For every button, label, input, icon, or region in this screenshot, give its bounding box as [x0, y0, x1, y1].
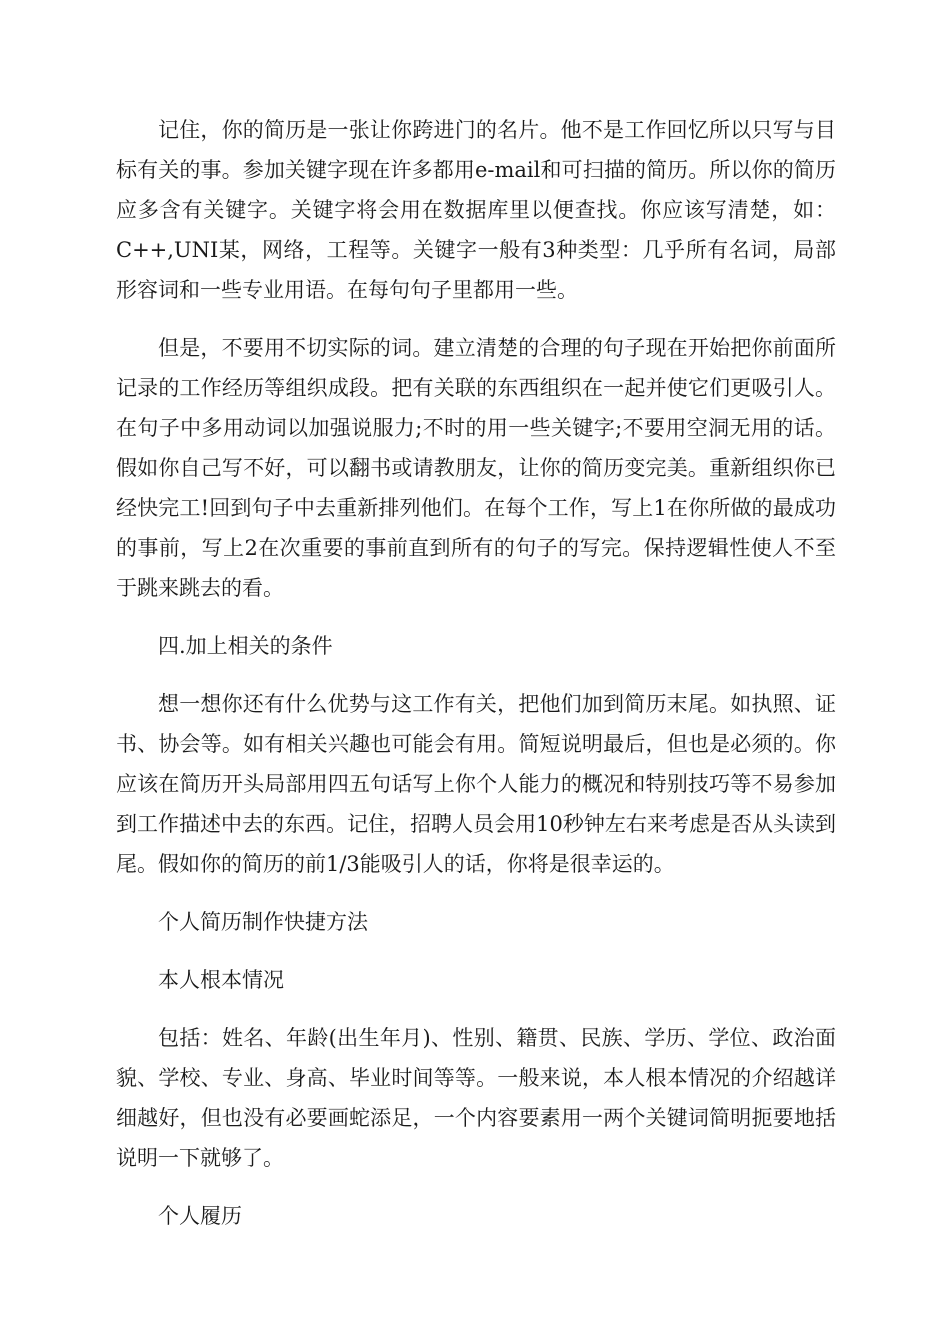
paragraph-resume-keywords: 记住，你的简历是一张让你跨进门的名片。他不是工作回忆所以只写与目标有关的事。参加关键字现在许多都用e-mail和可扫描的简历。所以你的简历应多含有关键字。关键字将会用在数据库里以便查找。你应该写清楚，如：C++,UNI某，网络，工程等。关键字一般有3种类型：几乎所有名词，局部形容词和一些专业用语。在每句句子里都用一些。 — [116, 118, 836, 302]
section-heading-personal-history: 个人履历 — [158, 1204, 242, 1228]
section-heading-resume-quick-method: 个人简历制作快捷方法 — [158, 910, 368, 934]
document-page — [116, 110, 836, 1254]
section-heading-add-conditions: 四.加上相关的条件 — [158, 634, 333, 658]
paragraph-sentence-organization: 但是，不要用不切实际的词。建立清楚的合理的句子现在开始把你前面所记录的工作经历等组织成段。把有关联的东西组织在一起并使它们更吸引人。在句子中多用动词以加强说服力;不时的用一些关键字;不要用空洞无用的话。假如你自己写不好，可以翻书或请教朋友，让你的简历变完美。重新组织你已经快完工!回到句子中去重新排列他们。在每个工作，写上1在你所做的最成功的事前，写上2在次重要的事前直到所有的句子的写完。保持逻辑性使人不至于跳来跳去的看。 — [116, 336, 836, 600]
paragraph-additional-advantages: 想一想你还有什么优势与这工作有关，把他们加到简历末尾。如执照、证书、协会等。如有相关兴趣也可能会有用。简短说明最后，但也是必须的。你应该在简历开头局部用四五句话写上你个人能力的概况和特别技巧等不易参加到工作描述中去的东西。记住，招聘人员会用10秒钟左右来考虑是否从头读到尾。假如你的简历的前1/3能吸引人的话，你将是很幸运的。 — [116, 692, 836, 876]
paragraph-basic-info-details: 包括：姓名、年龄(出生年月)、性别、籍贯、民族、学历、学位、政治面貌、学校、专业、身高、毕业时间等等。一般来说，本人根本情况的介绍越详细越好，但也没有必要画蛇添足，一个内容要素用一两个关键词简明扼要地括说明一下就够了。 — [116, 1026, 836, 1170]
section-heading-basic-info: 本人根本情况 — [158, 968, 284, 992]
